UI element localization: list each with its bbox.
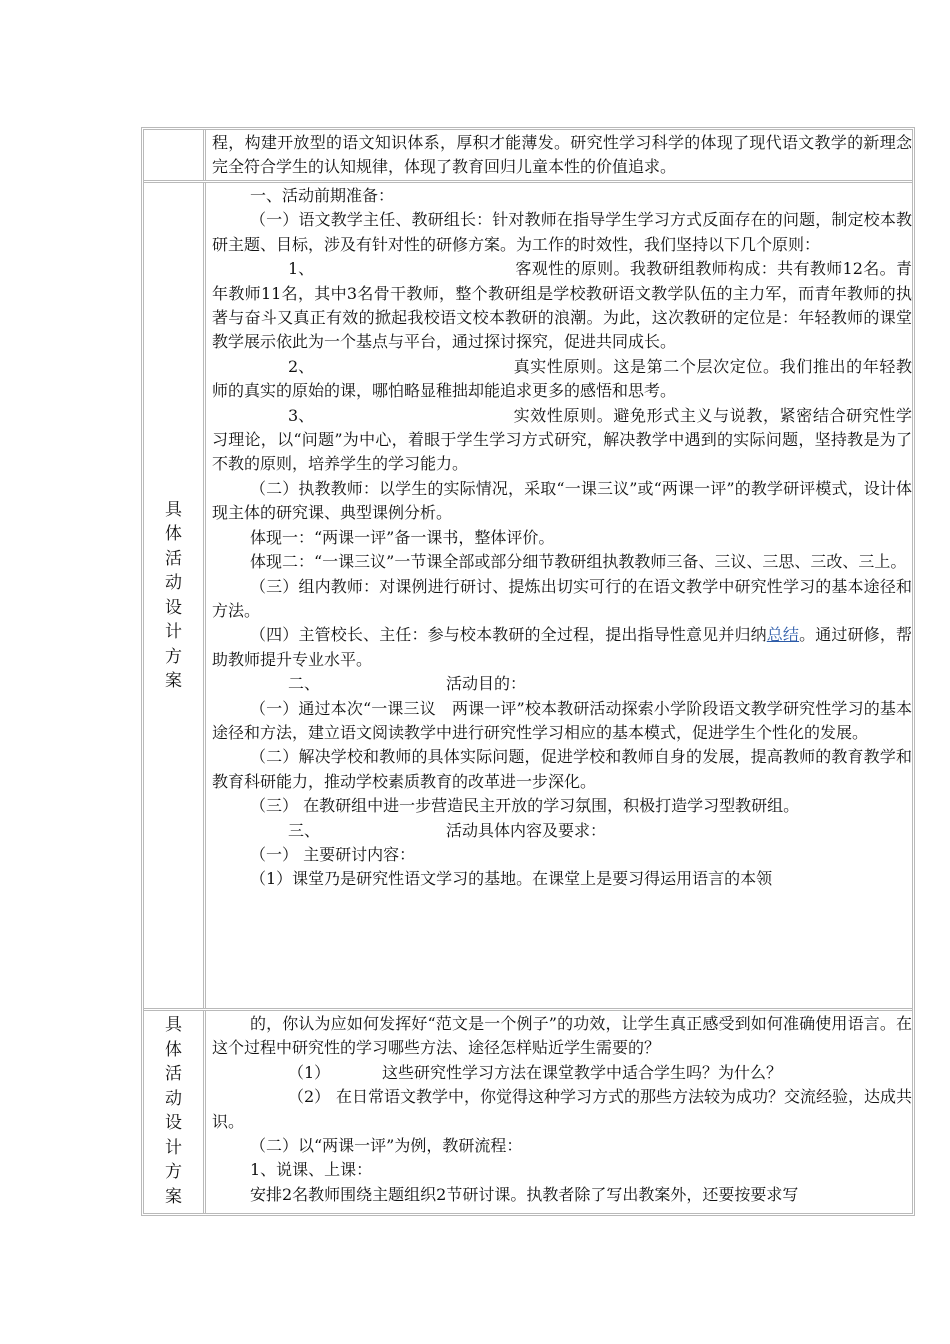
heading-goals: 二、 活动目的： bbox=[288, 674, 527, 694]
principle-1: 1、 客观性的原则。我教研组教师构成：共有教师12名。青年教师11名，其中3名骨干教师，整个教研组是学校教研语文教学队伍的主力军，而青年教师的执著与奋斗又真正有效的掀起我校语文校本教研的浪潮。为此，这次教研的定位是：年轻教师的课堂教学展示依此为一个基点与平台，通过探讨探究，促进共同成长。 bbox=[212, 259, 912, 352]
question-1: （1） 这些研究性学习方法在课堂教学中适合学生吗？为什么？ bbox=[288, 1062, 783, 1082]
section-label: 具体活动设计方案 bbox=[165, 499, 182, 691]
principle-3: 3、 实效性原则。避免形式主义与说教，紧密结合研究性学习理论，以“问题”为中心，着眼于学生学习方式研究，解决教学中遇到的实际问题，坚持教是为了不教的原则，培养学生的学习能力。 bbox=[212, 405, 912, 474]
section-label: 具体活动设计方案 bbox=[165, 1015, 182, 1207]
paragraph: （二）执教教师：以学生的实际情况，采取“一课三议”或“两课一评”的教学研评模式，设计体现主体的研究课、典型课例分析。 bbox=[212, 478, 912, 523]
paragraph: 安排2名教师围绕主题组织2节研讨课。执教者除了写出教案外，还要按要求写 bbox=[250, 1184, 799, 1204]
paragraph: （一） 主要研讨内容： bbox=[250, 844, 416, 864]
row-content-cell bbox=[206, 183, 912, 1008]
table-row bbox=[144, 180, 912, 1008]
content-table bbox=[141, 127, 915, 1216]
principle-2: 2、 真实性原则。这是第二个层次定位。我们推出的年轻教师的真实的原始的课，哪怕略显稚拙却能追求更多的感悟和思考。 bbox=[212, 356, 912, 401]
paragraph: 体现一：“两课一评”备一课书，整体评价。 bbox=[250, 527, 555, 547]
paragraph: 程，构建开放型的语文知识体系，厚积才能薄发。研究性学习科学的体现了现代语文教学的新理念完全符合学生的认知规律，体现了教育回归儿童本性的价值追求。 bbox=[212, 133, 912, 177]
row-content-cell bbox=[206, 130, 912, 180]
paragraph: （一）语文教学主任、教研组长：针对教师在指导学生学习方式反面存在的问题，制定校本教研主题、目标，涉及有针对性的研修方案。为工作的时效性，我们坚持以下几个原则： bbox=[212, 210, 912, 254]
paragraph: （四）主管校长、主任：参与校本教研的全过程，提出指导性意见并归纳总结。通过研修，帮助教师提升专业水平。 bbox=[212, 625, 912, 669]
paragraph: （三）组内教师：对课例进行研讨、提炼出切实可行的在语文教学中研究性学习的基本途径和方法。 bbox=[212, 576, 912, 620]
table-row bbox=[144, 130, 912, 180]
paragraph: 1、说课、上课： bbox=[250, 1160, 373, 1180]
paragraph: （1）课堂乃是研究性语文学习的基地。在课堂上是要习得运用语言的本领 bbox=[250, 869, 773, 889]
heading-prep: 一、活动前期准备： bbox=[250, 186, 395, 205]
summary-link[interactable]: 总结 bbox=[766, 625, 800, 645]
paragraph: （二）解决学校和教师的具体实际问题，促进学校和教师自身的发展，提高教师的教育教学和教育科研能力，推动学校素质教育的改革进一步深化。 bbox=[212, 747, 912, 791]
table-row bbox=[144, 1008, 912, 1213]
row-content-cell bbox=[206, 1011, 912, 1213]
paragraph: 体现二：“一课三议”一节课全部或部分细节教研组执教教师三备、三议、三思、三改、三上。 bbox=[250, 552, 907, 572]
row-label-cell bbox=[144, 183, 206, 1008]
heading-content: 三、 活动具体内容及要求： bbox=[288, 820, 607, 840]
row-label-cell bbox=[144, 130, 206, 180]
paragraph: （三） 在教研组中进一步营造民主开放的学习氛围，积极打造学习型教研组。 bbox=[250, 796, 800, 816]
paragraph: 的，你认为应如何发挥好“范文是一个例子”的功效，让学生真正感受到如何准确使用语言。在这个过程中研究性的学习哪些方法、途径怎样贴近学生需要的？ bbox=[212, 1014, 912, 1058]
paragraph: （二）以“两课一评”为例，教研流程： bbox=[250, 1136, 523, 1156]
question-2: （2） 在日常语文教学中，你觉得这种学习方式的那些方法较为成功？交流经验，达成共识。 bbox=[212, 1087, 913, 1131]
row-label-cell bbox=[144, 1011, 206, 1213]
paragraph: （一）通过本次“一课三议 两课一评”校本教研活动探索小学阶段语文教学研究性学习的基本途径和方法，建立语文阅读教学中进行研究性学习相应的基本模式，促进学生个性化的发展。 bbox=[212, 698, 912, 742]
